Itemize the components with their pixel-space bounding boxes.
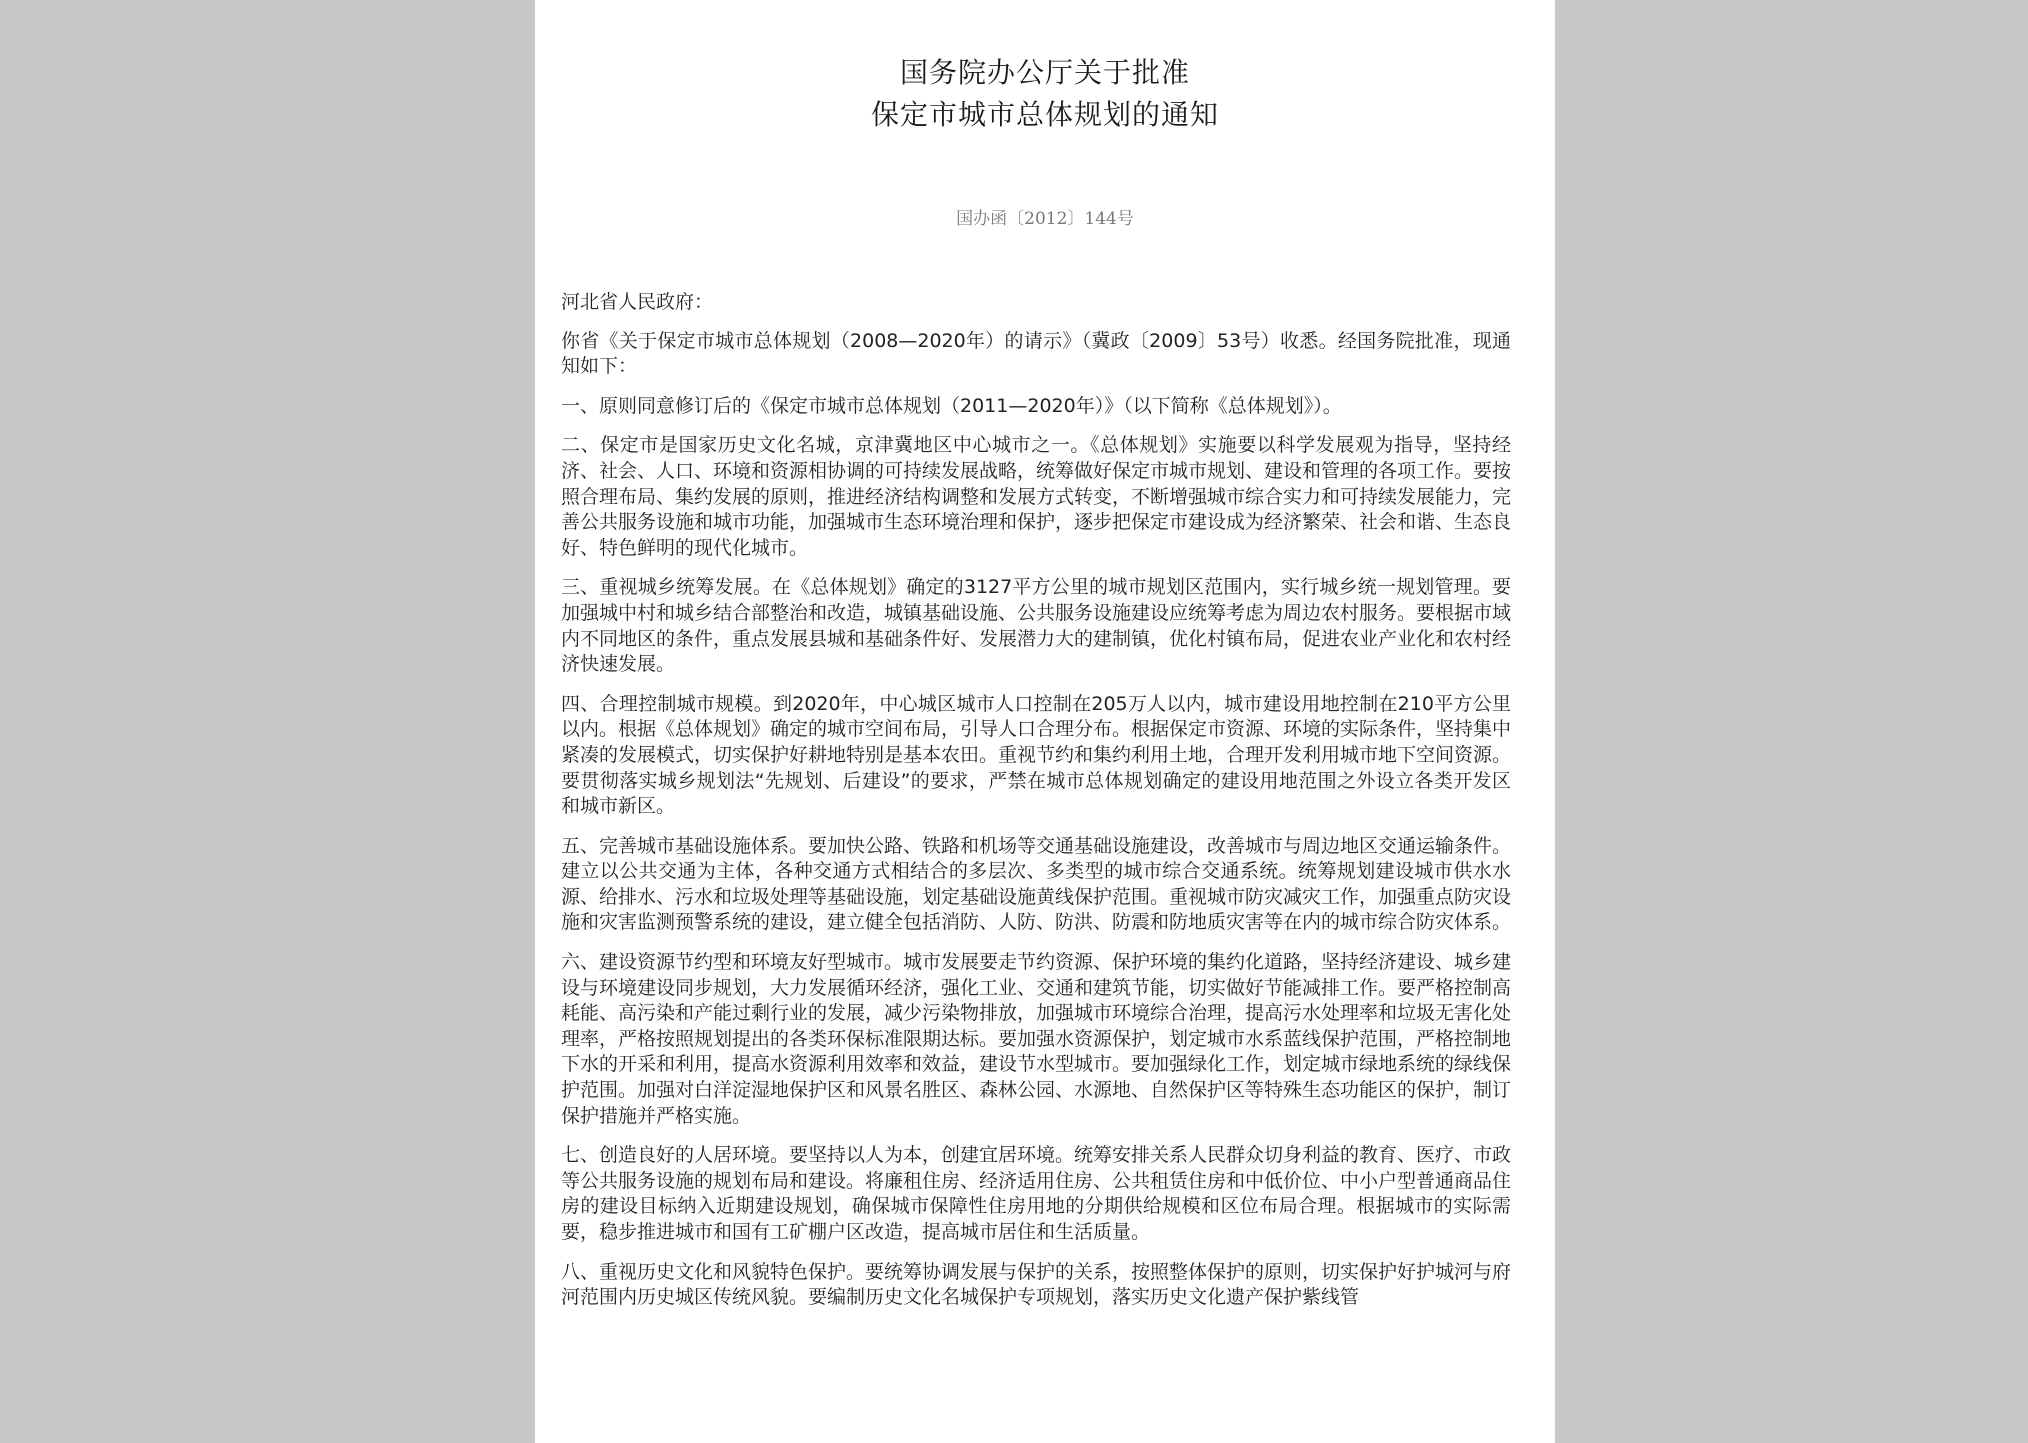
- title-line-1: 国务院办公厅关于批准: [899, 56, 1190, 89]
- document-number: 国办函〔2012〕144号: [956, 209, 1134, 229]
- paragraph-4: 四、合理控制城市规模。到2020年，中心城区城市人口控制在205万人以内，城市建设用地控制在210平方公里以内。根据《总体规划》确定的城市空间布局，引导人口合理分布。根据保定市资源、环境的实际条件，坚持集中紧凑的发展模式，切实保护好耕地特别是基本农田。重视节约和集约利用土地，合理开发利用城市地下空间资源。要贯彻落实城乡规划法“先规划、后建设”的要求，严禁在城市总体规划确定的建设用地范围之外设立各类开发区和城市新区。: [561, 692, 1512, 818]
- paragraph-1: 一、原则同意修订后的《保定市城市总体规划（2011—2020年）》（以下简称《总体规划》）。: [561, 394, 1342, 417]
- paragraph-intro: 你省《关于保定市城市总体规划（2008—2020年）的请示》（冀政〔2009〕53号）收悉。经国务院批准，现通知如下：: [561, 329, 1511, 378]
- document-page: [535, 0, 1555, 1443]
- paragraph-6: 六、建设资源节约型和环境友好型城市。城市发展要走节约资源、保护环境的集约化道路，坚持经济建设、城乡建设与环境建设同步规划，大力发展循环经济，强化工业、交通和建筑节能，切实做好节能减排工作。要严格控制高耗能、高污染和产能过剩行业的发展，减少污染物排放，加强城市环境综合治理，提高污水处理率和垃圾无害化处理率，严格按照规划提出的各类环保标准限期达标。要加强水资源保护，划定城市水系蓝线保护范围，严格控制地下水的开采和利用，提高水资源利用效率和效益，建设节水型城市。要加强绿化工作，划定城市绿地系统的绿线保护范围。加强对白洋淀湿地保护区和风景名胜区、森林公园、水源地、自然保护区等特殊生态功能区的保护，制订保护措施并严格实施。: [561, 951, 1512, 1127]
- paragraph-5: 五、完善城市基础设施体系。要加快公路、铁路和机场等交通基础设施建设，改善城市与周边地区交通运输条件。建立以公共交通为主体，各种交通方式相结合的多层次、多类型的城市综合交通系统。统筹规划建设城市供水水源、给排水、污水和垃圾处理等基础设施，划定基础设施黄线保护范围。重视城市防灾减灾工作，加强重点防灾设施和灾害监测预警系统的建设，建立健全包括消防、人防、防洪、防震和防地质灾害等在内的城市综合防灾体系。: [561, 834, 1512, 934]
- paragraph-2: 二、保定市是国家历史文化名城，京津冀地区中心城市之一。《总体规划》实施要以科学发展观为指导，坚持经济、社会、人口、环境和资源相协调的可持续发展战略，统筹做好保定市城市规划、建设和管理的各项工作。要按照合理布局、集约发展的原则，推进经济结构调整和发展方式转变，不断增强城市综合实力和可持续发展能力，完善公共服务设施和城市功能，加强城市生态环境治理和保护，逐步把保定市建设成为经济繁荣、社会和谐、生态良好、特色鲜明的现代化城市。: [561, 434, 1512, 559]
- paragraph-7: 七、创造良好的人居环境。要坚持以人为本，创建宜居环境。统筹安排关系人民群众切身利益的教育、医疗、市政等公共服务设施的规划布局和建设。将廉租住房、经济适用住房、公共租赁住房和中低价位、中小户型普通商品住房的建设目标纳入近期建设规划，确保城市保障性住房用地的分期供给规模和区位布局合理。根据城市的实际需要，稳步推进城市和国有工矿棚户区改造，提高城市居住和生活质量。: [561, 1144, 1512, 1243]
- document-body: [561, 290, 1511, 1325]
- salutation: 河北省人民政府：: [561, 291, 714, 313]
- paragraph-8: 八、重视历史文化和风貌特色保护。要统筹协调发展与保护的关系，按照整体保护的原则，切实保护好护城河与府河范围内历史城区传统风貌。要编制历史文化名城保护专项规划，落实历史文化遗产保护紫线管: [561, 1260, 1512, 1309]
- paragraph-3: 三、重视城乡统筹发展。在《总体规划》确定的3127平方公里的城市规划区范围内，实行城乡统一规划管理。要加强城中村和城乡结合部整治和改造，城镇基础设施、公共服务设施建设应统筹考虑为周边农村服务。要根据市域内不同地区的条件，重点发展县城和基础条件好、发展潜力大的建制镇，优化村镇布局，促进农业产业化和农村经济快速发展。: [561, 576, 1512, 676]
- document-title: [535, 52, 1555, 136]
- title-line-2: 保定市城市总体规划的通知: [870, 98, 1219, 131]
